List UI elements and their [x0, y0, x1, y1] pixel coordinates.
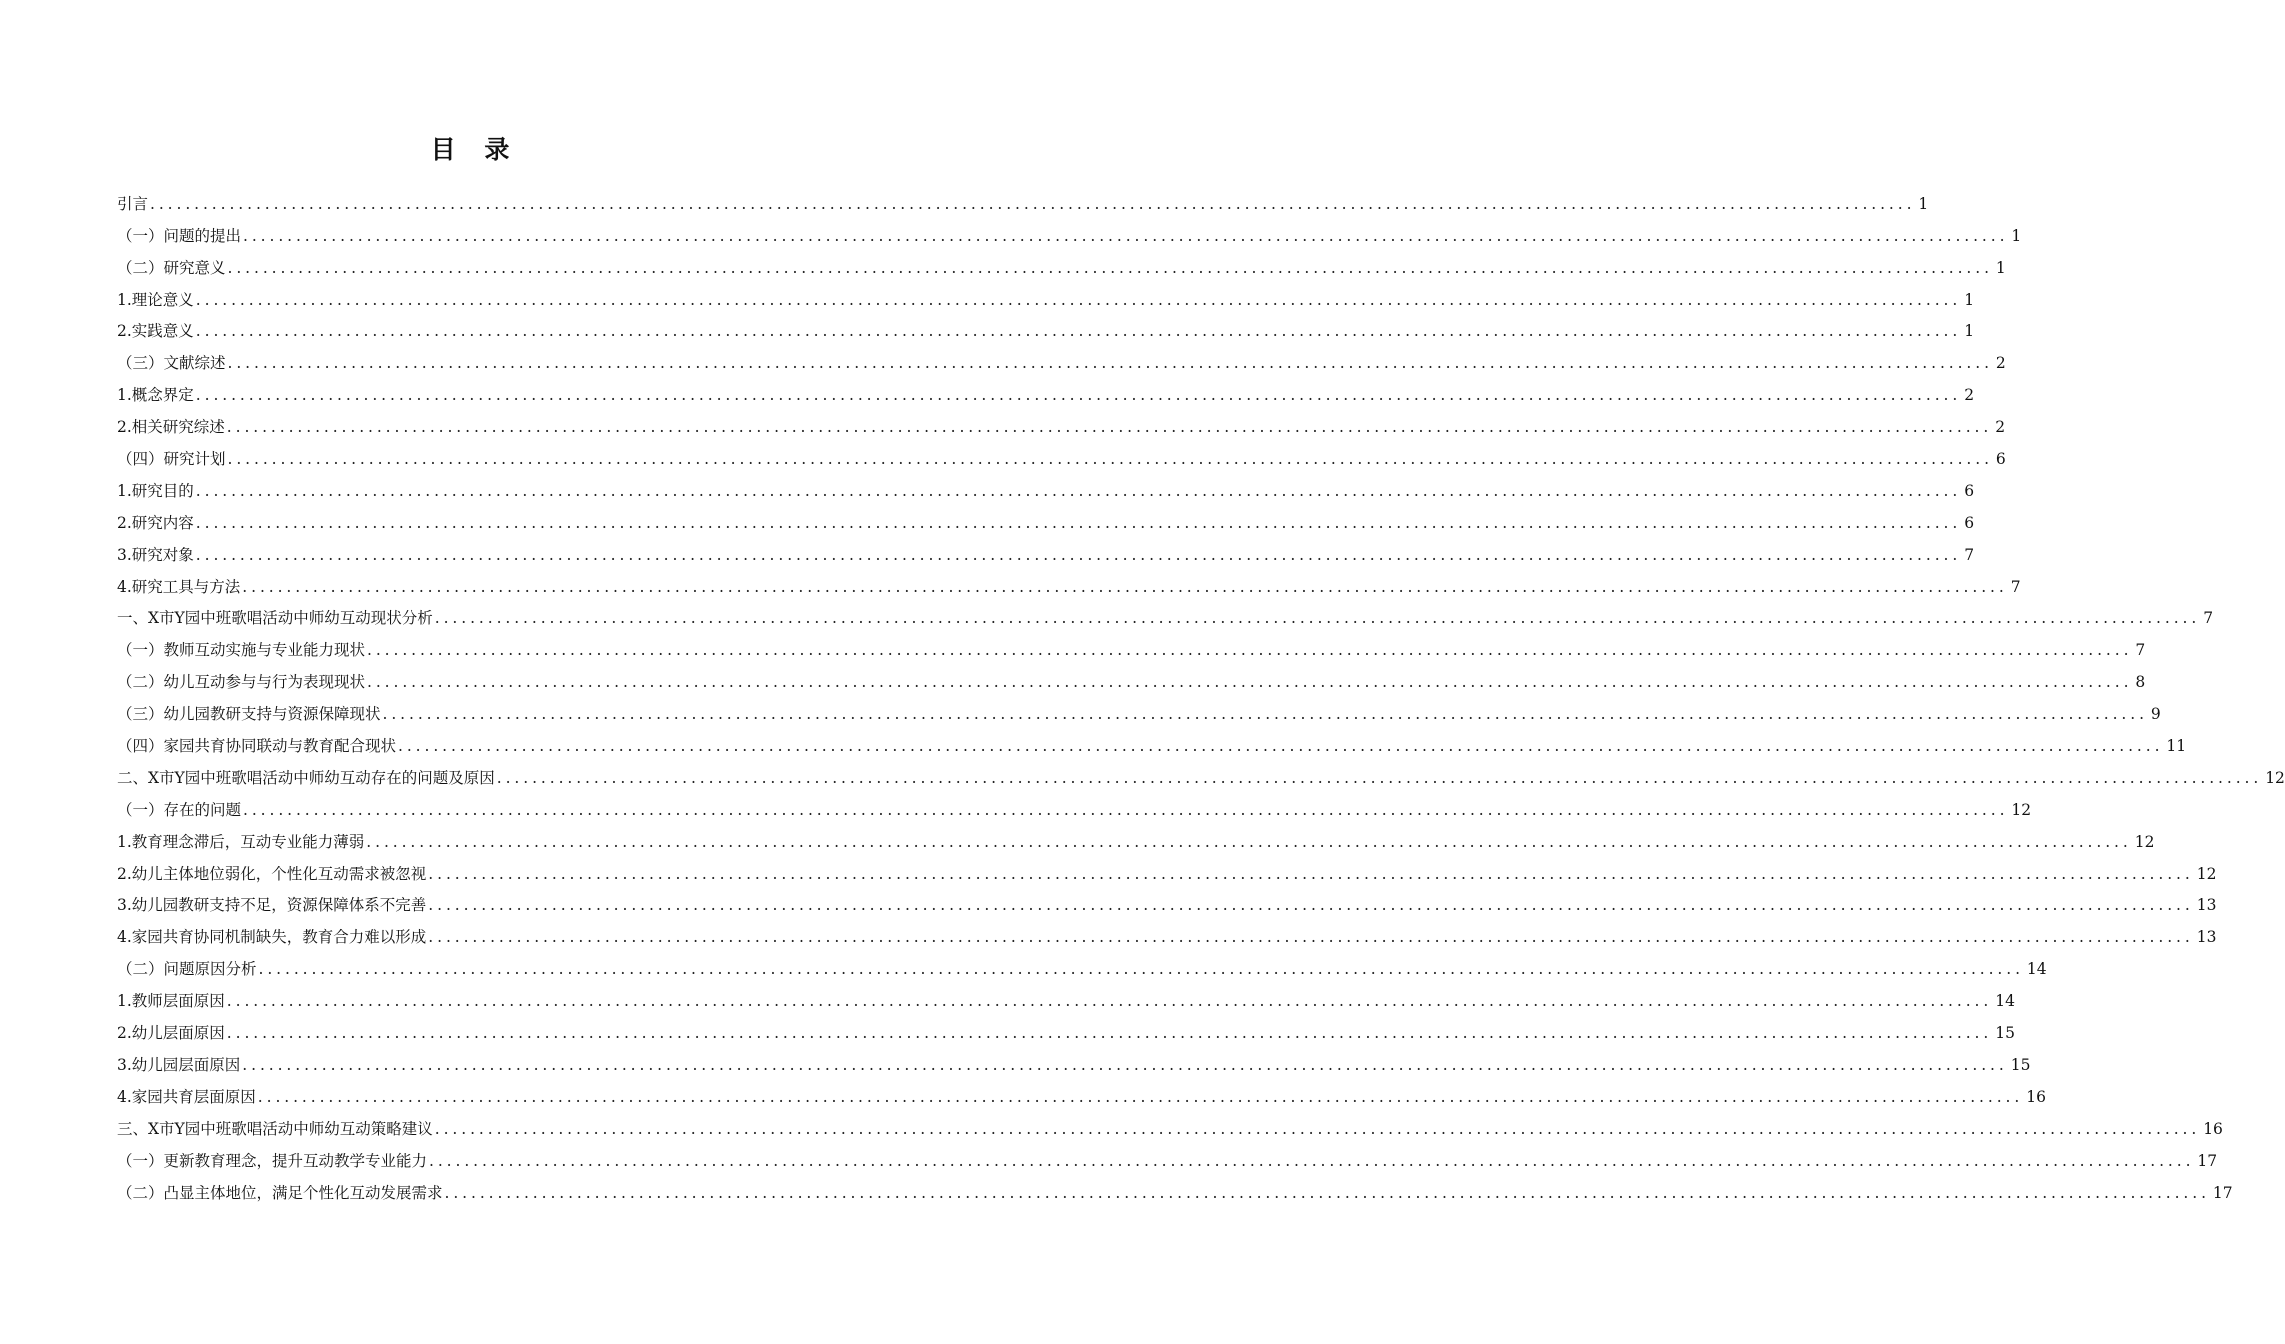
toc-entry-label: 1.教师层面原因 [117, 992, 225, 1011]
toc-entry-label: 4.家园共育层面原因 [117, 1087, 256, 1106]
toc-leader-dots: ........................................................................................................................................................................................................ [366, 832, 2132, 851]
toc-entry-page-number: 1 [1918, 194, 1929, 213]
toc-leader-dots: ........................................................................................................................................................................................................ [227, 354, 1993, 373]
toc-leader-dots: ........................................................................................................................................................................................................ [398, 737, 2164, 756]
toc-entry[interactable] [117, 947, 2047, 979]
toc-entry[interactable] [117, 405, 2006, 437]
toc-entry[interactable] [117, 597, 2214, 629]
toc-entry-label: （三）文献综述 [117, 354, 226, 373]
toc-leader-dots: ........................................................................................................................................................................................................ [195, 513, 1962, 532]
toc-leader-dots: ........................................................................................................................................................................................................ [195, 290, 1962, 309]
toc-leader-dots: ........................................................................................................................................................................................................ [382, 705, 2148, 724]
toc-leader-dots: ........................................................................................................................................................................................................ [258, 960, 2024, 979]
toc-entry-page-number: 17 [2197, 1151, 2218, 1170]
toc-entry-label: 3.幼儿园教研支持不足，资源保障体系不完善 [117, 896, 427, 915]
toc-entry[interactable] [117, 310, 1975, 342]
toc-entry[interactable] [117, 756, 2285, 788]
toc-leader-dots: ........................................................................................................................................................................................................ [243, 800, 2009, 819]
toc-entry-page-number: 16 [2203, 1119, 2223, 1138]
toc-leader-dots: ........................................................................................................................................................................................................ [367, 641, 2133, 660]
toc-entry-page-number: 2 [1964, 386, 1975, 405]
toc-entry-label: 三、X市Y园中班歌唱活动中师幼互动策略建议 [117, 1119, 433, 1138]
toc-entry[interactable] [117, 182, 1929, 214]
toc-leader-dots: ........................................................................................................................................................................................................ [434, 609, 2201, 628]
toc-entry-label: 3.研究对象 [117, 545, 194, 564]
toc-entry-page-number: 6 [1964, 513, 1975, 532]
toc-entry-label: （二）凸显主体地位，满足个性化互动发展需求 [117, 1183, 443, 1202]
toc-entry[interactable] [117, 1043, 2031, 1075]
toc-entry-page-number: 12 [2011, 800, 2032, 819]
toc-entry[interactable] [117, 660, 2146, 692]
toc-entry-page-number: 6 [1964, 481, 1975, 500]
toc-entry[interactable] [117, 1171, 2233, 1203]
toc-entry-label: 4.研究工具与方法 [117, 577, 241, 596]
toc-entry-label: 2.研究内容 [117, 513, 194, 532]
toc-entry-label: （一）更新教育理念，提升互动教学专业能力 [117, 1151, 428, 1170]
toc-leader-dots: ........................................................................................................................................................................................................ [496, 768, 2263, 787]
toc-entry[interactable] [117, 692, 2161, 724]
toc-leader-dots: ........................................................................................................................................................................................................ [444, 1183, 2210, 1202]
toc-entry[interactable] [117, 565, 2021, 597]
toc-entry-label: 引言 [117, 194, 149, 213]
toc-entry-page-number: 7 [1964, 545, 1975, 564]
toc-entry-label: （二）研究意义 [117, 258, 226, 277]
toc-leader-dots: ........................................................................................................................................................................................................ [195, 545, 1962, 564]
toc-entry-page-number: 2 [1995, 418, 2006, 437]
toc-entry-label: （二）幼儿互动参与与行为表现现状 [117, 673, 366, 692]
toc-leader-dots: ........................................................................................................................................................................................................ [227, 450, 1993, 469]
toc-entry-label: 1.理论意义 [117, 290, 194, 309]
toc-entry[interactable] [117, 979, 2015, 1011]
toc-entry-page-number: 15 [2010, 1055, 2031, 1074]
toc-entry-page-number: 6 [1995, 450, 2006, 469]
toc-entry-label: 1.概念界定 [117, 386, 194, 405]
toc-entry-label: 1.教育理念滞后，互动专业能力薄弱 [117, 832, 365, 851]
toc-entry-page-number: 12 [2196, 864, 2217, 883]
toc-entry[interactable] [117, 214, 2022, 246]
toc-entry[interactable] [117, 1075, 2046, 1107]
toc-leader-dots: ........................................................................................................................................................................................................ [428, 864, 2194, 883]
toc-leader-dots: ........................................................................................................................................................................................................ [242, 1055, 2008, 1074]
toc-entry[interactable] [117, 788, 2032, 820]
toc-entry-page-number: 11 [2166, 737, 2187, 756]
toc-entry-label: 2.幼儿层面原因 [117, 1024, 225, 1043]
toc-entry-label: （一）教师互动实施与专业能力现状 [117, 641, 366, 660]
toc-entry-label: 2.实践意义 [117, 322, 194, 341]
toc-entry-page-number: 13 [2196, 896, 2217, 915]
toc-entry-page-number: 1 [1964, 290, 1975, 309]
toc-entry[interactable] [117, 884, 2217, 916]
toc-entry[interactable] [117, 501, 1975, 533]
toc-entry-page-number: 7 [2203, 609, 2214, 628]
toc-leader-dots: ........................................................................................................................................................................................................ [226, 418, 1993, 437]
toc-leader-dots: ........................................................................................................................................................................................................ [429, 1151, 2195, 1170]
toc-leader-dots: ........................................................................................................................................................................................................ [227, 258, 1993, 277]
toc-entry-label: （一）问题的提出 [117, 226, 242, 245]
toc-entry-page-number: 17 [2212, 1183, 2233, 1202]
toc-entry[interactable] [117, 915, 2217, 947]
toc-entry-label: 二、X市Y园中班歌唱活动中师幼互动存在的问题及原因 [117, 768, 495, 787]
toc-leader-dots: ........................................................................................................................................................................................................ [150, 194, 1916, 213]
toc-entry-page-number: 7 [2010, 577, 2021, 596]
toc-entry-page-number: 15 [1995, 1024, 2015, 1043]
toc-entry-label: 4.家园共育协同机制缺失，教育合力难以形成 [117, 928, 427, 947]
toc-leader-dots: ........................................................................................................................................................................................................ [428, 896, 2194, 915]
toc-entry[interactable] [117, 1107, 2223, 1139]
toc-entry-label: 2.相关研究综述 [117, 418, 225, 437]
toc-entry-label: （三）幼儿园教研支持与资源保障现状 [117, 705, 381, 724]
toc-entry-label: 一、X市Y园中班歌唱活动中师幼互动现状分析 [117, 609, 433, 628]
toc-entry-page-number: 12 [2134, 832, 2155, 851]
toc-entry[interactable] [117, 1139, 2218, 1171]
toc-entry-page-number: 9 [2150, 705, 2161, 724]
toc-leader-dots: ........................................................................................................................................................................................................ [226, 992, 1993, 1011]
toc-leader-dots: ........................................................................................................................................................................................................ [242, 577, 2008, 596]
toc-entry-label: （四）研究计划 [117, 450, 226, 469]
toc-leader-dots: ........................................................................................................................................................................................................ [195, 481, 1962, 500]
toc-entry-label: （二）问题原因分析 [117, 960, 257, 979]
toc-entry[interactable] [117, 341, 2006, 373]
toc-leader-dots: ........................................................................................................................................................................................................ [434, 1119, 2201, 1138]
toc-entry[interactable] [117, 852, 2217, 884]
toc-entry-page-number: 12 [2265, 768, 2285, 787]
toc-entry[interactable] [117, 1011, 2015, 1043]
toc-entry-page-number: 7 [2135, 641, 2146, 660]
toc-entry-page-number: 8 [2135, 673, 2146, 692]
toc-entry-label: 1.研究目的 [117, 481, 194, 500]
toc-entry-page-number: 1 [1964, 322, 1975, 341]
toc-title: 目 录 [430, 135, 520, 164]
toc-entry[interactable] [117, 246, 2006, 278]
toc-leader-dots: ........................................................................................................................................................................................................ [243, 226, 2009, 245]
toc-leader-dots: ........................................................................................................................................................................................................ [226, 1024, 1993, 1043]
toc-leader-dots: ........................................................................................................................................................................................................ [257, 1087, 2024, 1106]
toc-entry-label: 3.幼儿园层面原因 [117, 1055, 241, 1074]
toc-list [117, 182, 2285, 1203]
toc-leader-dots: ........................................................................................................................................................................................................ [428, 928, 2194, 947]
toc-entry-page-number: 14 [1995, 992, 2015, 1011]
toc-entry[interactable] [117, 724, 2187, 756]
toc-entry-page-number: 2 [1995, 354, 2006, 373]
toc-entry-label: （一）存在的问题 [117, 800, 242, 819]
toc-entry-label: 2.幼儿主体地位弱化，个性化互动需求被忽视 [117, 864, 427, 883]
toc-entry[interactable] [117, 533, 1975, 565]
toc-entry-page-number: 13 [2196, 928, 2217, 947]
toc-entry[interactable] [117, 820, 2155, 852]
toc-entry-page-number: 14 [2026, 960, 2047, 979]
toc-entry[interactable] [117, 437, 2006, 469]
toc-entry[interactable] [117, 278, 1975, 310]
toc-entry[interactable] [117, 469, 1975, 501]
toc-entry-page-number: 16 [2026, 1087, 2046, 1106]
toc-entry[interactable] [117, 373, 1975, 405]
toc-entry-page-number: 1 [2011, 226, 2022, 245]
toc-entry-page-number: 1 [1995, 258, 2006, 277]
toc-leader-dots: ........................................................................................................................................................................................................ [195, 322, 1962, 341]
toc-leader-dots: ........................................................................................................................................................................................................ [195, 386, 1962, 405]
toc-entry-label: （四）家园共育协同联动与教育配合现状 [117, 737, 397, 756]
toc-entry[interactable] [117, 628, 2146, 660]
toc-leader-dots: ........................................................................................................................................................................................................ [367, 673, 2133, 692]
